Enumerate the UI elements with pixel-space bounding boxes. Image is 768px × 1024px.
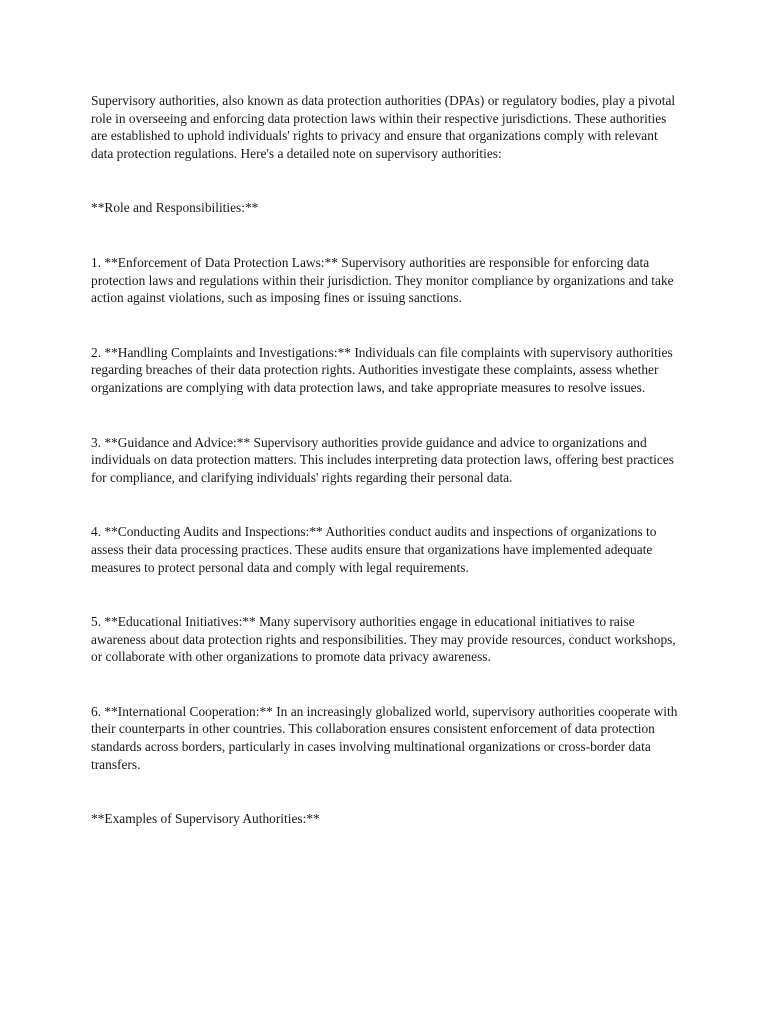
section-heading-roles: **Role and Responsibilities:** <box>91 200 259 216</box>
list-item-audits: 4. **Conducting Audits and Inspections:** Authorities conduct audits and inspections of organizations to assess their data processing practices. These audits ensure that organizations have implemented adequate measures to protect personal data and comply with legal requirements. <box>91 524 657 575</box>
paragraph-gap <box>91 162 681 199</box>
paragraph-gap <box>91 486 681 523</box>
paragraph-gap <box>91 397 681 434</box>
section-heading-examples: **Examples of Supervisory Authorities:** <box>91 811 320 827</box>
list-item-international: 6. **International Cooperation:** In an increasingly globalized world, supervisory authorities cooperate with their counterparts in other countries. This collaboration ensures consistent enforcement of data protection standards across borders, particularly in cases involving multinational organizations or cross-border data transfers. <box>91 703 678 772</box>
list-item-complaints: 2. **Handling Complaints and Investigations:** Individuals can file complaints with supervisory authorities regarding breaches of their data protection rights. Authorities investigate these complaints, assess whether organizations are complying with data protection laws, and take appropriate measures to resolve issues. <box>91 344 673 395</box>
list-item-education: 5. **Educational Initiatives:** Many supervisory authorities engage in educational initiatives to raise awareness about data protection rights and responsibilities. They may provide resources, conduct workshops, or collaborate with other organizations to promote data privacy awareness. <box>91 614 676 665</box>
paragraph-gap <box>91 307 681 344</box>
paragraph-gap <box>91 217 681 254</box>
paragraph-gap <box>91 773 681 810</box>
intro-paragraph: Supervisory authorities, also known as data protection authorities (DPAs) or regulatory bodies, play a pivotal role in overseeing and enforcing data protection laws within their respective jurisdictions. These authorities are established to uphold individuals' rights to privacy and ensure that organizations comply with relevant data protection regulations. Here's a detailed note on supervisory authorities: <box>91 93 676 161</box>
paragraph-gap <box>91 666 681 703</box>
list-item-guidance: 3. **Guidance and Advice:** Supervisory authorities provide guidance and advice to organizations and individuals on data protection matters. This includes interpreting data protection laws, offering best practices for compliance, and clarifying individuals' rights regarding their personal data. <box>91 434 674 485</box>
paragraph-gap <box>91 576 681 613</box>
list-item-enforcement: 1. **Enforcement of Data Protection Laws:** Supervisory authorities are responsible for enforcing data protection laws and regulations within their jurisdiction. They monitor compliance by organizations and take action against violations, such as imposing fines or issuing sanctions. <box>91 254 674 306</box>
document-page <box>91 92 681 828</box>
